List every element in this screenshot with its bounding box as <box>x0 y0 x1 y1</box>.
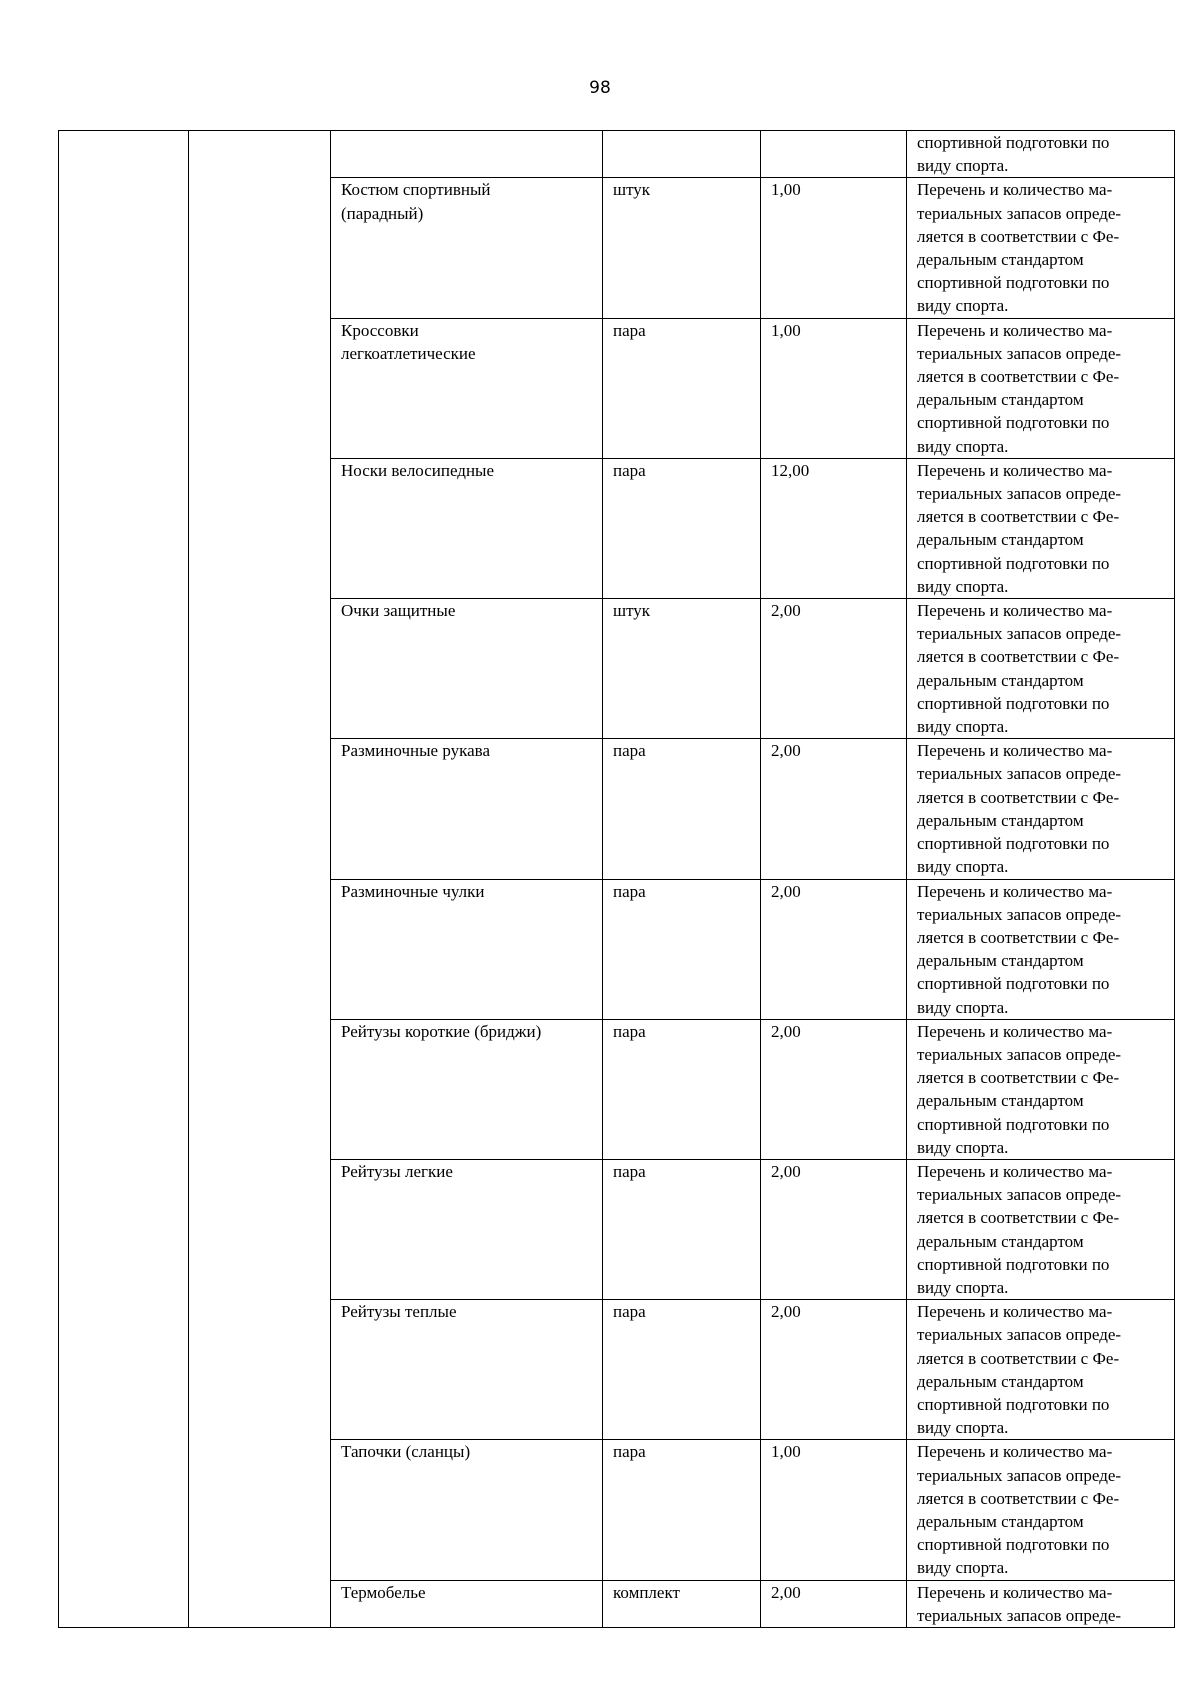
note-line: деральным стандартом <box>917 1371 1084 1391</box>
note-line: ляется в соответствии с Фе- <box>917 787 1120 807</box>
item-name-cell <box>331 1580 603 1627</box>
note-cell <box>907 178 1175 318</box>
note-cell <box>907 599 1175 739</box>
note-line: спортивной подготовки по <box>917 413 1110 433</box>
note-line: виду спорта. <box>917 1137 1009 1157</box>
note-cell <box>907 1019 1175 1159</box>
note-line: Перечень и количество ма- <box>917 320 1113 340</box>
note-line: Перечень и количество ма- <box>917 1021 1113 1041</box>
unit-cell: пара <box>603 458 761 598</box>
unit-cell: пара <box>603 1159 761 1299</box>
note-line: спортивной подготовки по <box>917 273 1110 293</box>
note-line: териальных запасов опреде- <box>917 624 1122 644</box>
note-line: деральным стандартом <box>917 670 1084 690</box>
note-line: спортивной подготовки по <box>917 834 1110 854</box>
note-line: Перечень и количество ма- <box>917 1442 1113 1462</box>
note-line: деральным стандартом <box>917 390 1084 410</box>
unit-cell: пара <box>603 318 761 458</box>
quantity-cell <box>761 131 907 178</box>
merged-cell-col2 <box>189 131 331 1628</box>
page-number: 98 <box>589 78 611 98</box>
note-line: деральным стандартом <box>917 530 1084 550</box>
item-name-line: Тапочки (сланцы) <box>341 1442 471 1462</box>
note-line: Перечень и количество ма- <box>917 180 1113 200</box>
equipment-table <box>58 130 1175 1628</box>
item-name-line: Разминочные чулки <box>341 881 485 901</box>
item-name-line: Носки велосипедные <box>341 460 495 480</box>
quantity-cell: 2,00 <box>761 879 907 1019</box>
quantity-cell: 2,00 <box>761 1580 907 1627</box>
item-name-line: Рейтузы теплые <box>341 1302 457 1322</box>
item-name-line: Термобелье <box>341 1582 426 1602</box>
item-name-cell <box>331 458 603 598</box>
unit-cell: штук <box>603 599 761 739</box>
note-line: виду спорта. <box>917 1558 1009 1578</box>
unit-cell: пара <box>603 1300 761 1440</box>
note-line: ляется в соответствии с Фе- <box>917 1488 1120 1508</box>
item-name-line: легкоатлетические <box>341 343 476 363</box>
note-line: спортивной подготовки по <box>917 1535 1110 1555</box>
quantity-cell: 12,00 <box>761 458 907 598</box>
item-name-cell <box>331 599 603 739</box>
note-line: ляется в соответствии с Фе- <box>917 927 1120 947</box>
note-cell <box>907 1580 1175 1627</box>
note-line: виду спорта. <box>917 436 1009 456</box>
note-line: Перечень и количество ма- <box>917 881 1113 901</box>
note-cell <box>907 1159 1175 1299</box>
quantity-cell: 2,00 <box>761 739 907 879</box>
item-name-line: Рейтузы легкие <box>341 1161 453 1181</box>
note-line: спортивной подготовки по <box>917 1394 1110 1414</box>
note-line: виду спорта. <box>917 156 1009 176</box>
quantity-cell: 1,00 <box>761 178 907 318</box>
note-line: териальных запасов опреде- <box>917 343 1122 363</box>
note-line: виду спорта. <box>917 1277 1009 1297</box>
note-line: Перечень и количество ма- <box>917 460 1113 480</box>
note-line: спортивной подготовки по <box>917 974 1110 994</box>
note-line: ляется в соответствии с Фе- <box>917 647 1120 667</box>
note-line: деральным стандартом <box>917 810 1084 830</box>
unit-cell: комплект <box>603 1580 761 1627</box>
note-line: деральным стандартом <box>917 951 1084 971</box>
item-name-cell <box>331 1019 603 1159</box>
note-line: териальных запасов опреде- <box>917 1044 1122 1064</box>
note-cell <box>907 739 1175 879</box>
note-line: Перечень и количество ма- <box>917 1161 1113 1181</box>
note-cell <box>907 1300 1175 1440</box>
note-line: ляется в соответствии с Фе- <box>917 507 1120 527</box>
quantity-cell: 2,00 <box>761 1019 907 1159</box>
unit-cell: пара <box>603 879 761 1019</box>
quantity-cell: 2,00 <box>761 1300 907 1440</box>
note-line: Перечень и количество ма- <box>917 601 1113 621</box>
note-line: деральным стандартом <box>917 1091 1084 1111</box>
quantity-cell: 2,00 <box>761 1159 907 1299</box>
note-line: териальных запасов опреде- <box>917 203 1122 223</box>
note-line: Перечень и количество ма- <box>917 741 1113 761</box>
note-line: ляется в соответствии с Фе- <box>917 1208 1120 1228</box>
item-name-line: Костюм спортивный <box>341 180 491 200</box>
item-name-cell <box>331 879 603 1019</box>
note-line: виду спорта. <box>917 717 1009 737</box>
note-line: спортивной подготовки по <box>917 133 1110 152</box>
note-line: териальных запасов опреде- <box>917 1185 1122 1205</box>
unit-cell <box>603 131 761 178</box>
unit-cell: пара <box>603 1019 761 1159</box>
note-cell <box>907 879 1175 1019</box>
item-name-cell <box>331 739 603 879</box>
item-name-cell <box>331 1440 603 1580</box>
note-cell <box>907 131 1175 178</box>
item-name-line: (парадный) <box>341 203 424 223</box>
note-line: виду спорта. <box>917 296 1009 316</box>
note-line: ляется в соответствии с Фе- <box>917 1348 1120 1368</box>
item-name-line: Разминочные рукава <box>341 741 491 761</box>
quantity-cell: 2,00 <box>761 599 907 739</box>
item-name-line: Очки защитные <box>341 601 456 621</box>
note-line: виду спорта. <box>917 997 1009 1017</box>
note-line: Перечень и количество ма- <box>917 1582 1113 1602</box>
note-line: териальных запасов опреде- <box>917 764 1122 784</box>
item-name-line: Рейтузы короткие (бриджи) <box>341 1021 542 1041</box>
item-name-line: Кроссовки <box>341 320 419 340</box>
item-name-cell <box>331 1300 603 1440</box>
note-line: ляется в соответствии с Фе- <box>917 1068 1120 1088</box>
note-line: деральным стандартом <box>917 250 1084 270</box>
note-line: ляется в соответствии с Фе- <box>917 367 1120 387</box>
note-line: виду спорта. <box>917 857 1009 877</box>
quantity-cell: 1,00 <box>761 318 907 458</box>
item-name-cell <box>331 131 603 178</box>
note-line: спортивной подготовки по <box>917 693 1110 713</box>
note-line: виду спорта. <box>917 576 1009 596</box>
note-line: спортивной подготовки по <box>917 1254 1110 1274</box>
note-line: териальных запасов опреде- <box>917 484 1122 504</box>
note-cell <box>907 318 1175 458</box>
unit-cell: пара <box>603 739 761 879</box>
note-line: деральным стандартом <box>917 1231 1084 1251</box>
table-row <box>59 131 1175 178</box>
quantity-cell: 1,00 <box>761 1440 907 1580</box>
note-cell <box>907 1440 1175 1580</box>
item-name-cell <box>331 178 603 318</box>
note-line: деральным стандартом <box>917 1511 1084 1531</box>
note-line: териальных запасов опреде- <box>917 1325 1122 1345</box>
note-line: спортивной подготовки по <box>917 553 1110 573</box>
merged-cell-col1 <box>59 131 189 1628</box>
note-line: териальных запасов опреде- <box>917 904 1122 924</box>
note-line: териальных запасов опреде- <box>917 1605 1122 1625</box>
note-line: ляется в соответствии с Фе- <box>917 226 1120 246</box>
unit-cell: пара <box>603 1440 761 1580</box>
note-line: Перечень и количество ма- <box>917 1302 1113 1322</box>
note-line: спортивной подготовки по <box>917 1114 1110 1134</box>
note-cell <box>907 458 1175 598</box>
unit-cell: штук <box>603 178 761 318</box>
note-line: териальных запасов опреде- <box>917 1465 1122 1485</box>
note-line: виду спорта. <box>917 1418 1009 1438</box>
item-name-cell <box>331 318 603 458</box>
item-name-cell <box>331 1159 603 1299</box>
